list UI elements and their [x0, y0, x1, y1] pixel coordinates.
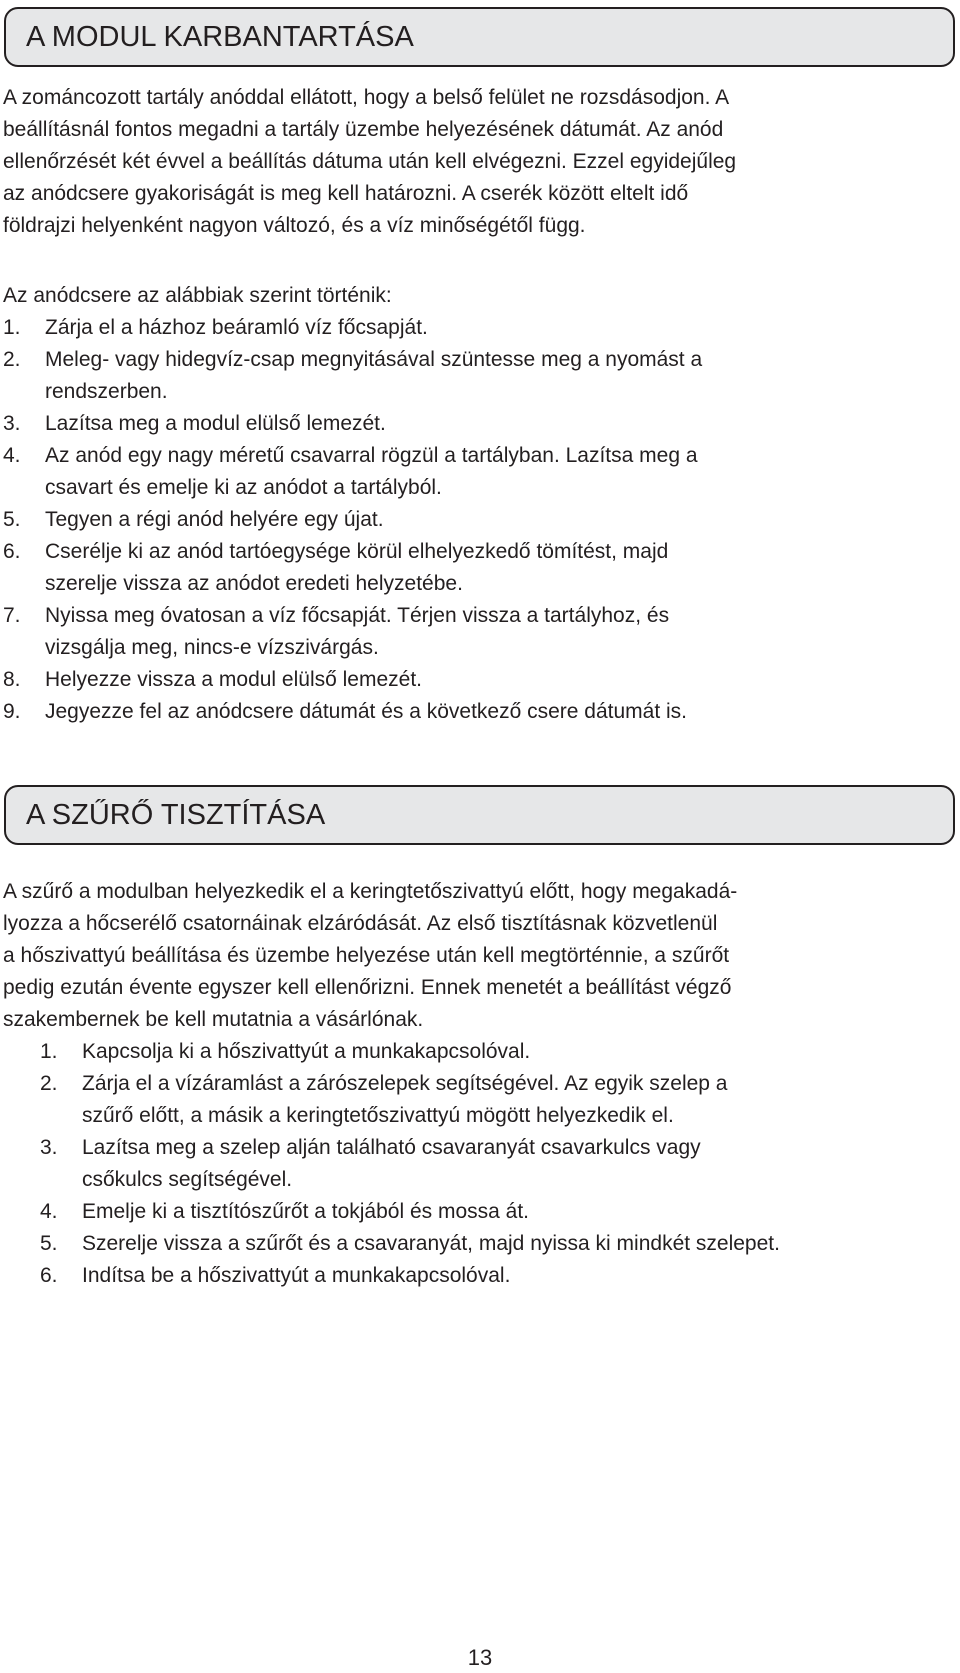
page-number: 13 — [467, 1645, 493, 1670]
step-number: 6. — [3, 540, 21, 563]
step-number: 1. — [40, 1040, 58, 1063]
step-number: 2. — [40, 1072, 58, 1095]
step-text — [45, 344, 702, 408]
step-text — [45, 536, 702, 600]
list-item — [3, 312, 702, 344]
step-number: 2. — [3, 348, 21, 371]
step-text — [45, 312, 702, 344]
step-line: Meleg- vagy hidegvíz-csap megnyitásával szüntesse meg a nyomást a — [45, 348, 703, 371]
step-number: 6. — [40, 1264, 58, 1287]
list-item — [3, 536, 702, 600]
list-item — [40, 1068, 780, 1132]
section-title: A SZŰRŐ TISZTÍTÁSA — [26, 799, 326, 831]
step-text — [82, 1260, 780, 1292]
paragraph-line: A zománcozott tartály anóddal ellátott, hogy a belső felület ne rozsdásodjon. A — [3, 86, 730, 109]
step-line: Tegyen a régi anód helyére egy újat. — [45, 508, 384, 531]
step-text — [45, 600, 702, 664]
step-line: Nyissa meg óvatosan a víz főcsapját. Térjen vissza a tartályhoz, és — [45, 604, 670, 627]
list-item — [3, 440, 702, 504]
step-text — [45, 504, 702, 536]
step-number: 4. — [3, 444, 21, 467]
step-line: csavart és emelje ki az anódot a tartályból. — [45, 476, 442, 499]
list-item — [40, 1228, 780, 1260]
step-number: 5. — [3, 508, 21, 531]
step-number: 8. — [3, 668, 21, 691]
paragraph-line: ellenőrzését két évvel a beállítás dátuma után kell elvégezni. Ezzel egyidejűleg — [3, 150, 737, 173]
step-line: Kapcsolja ki a hőszivattyút a munkakapcsolóval. — [82, 1040, 531, 1063]
section-header-filter-cleaning — [4, 785, 955, 845]
section-paragraph-filter — [3, 876, 948, 1036]
step-line: szűrő előtt, a másik a keringtetőszivattyú mögött helyezkedik el. — [82, 1104, 674, 1127]
step-number: 9. — [3, 700, 21, 723]
step-line: rendszerben. — [45, 380, 168, 403]
list-item — [3, 664, 702, 696]
paragraph-line: szakembernek be kell mutatnia a vásárlónak. — [3, 1008, 424, 1031]
filter-cleaning-steps — [40, 1036, 780, 1292]
step-line: Jegyezze fel az anódcsere dátumát és a következő csere dátumát is. — [45, 700, 688, 723]
paragraph-line: A szűrő a modulban helyezkedik el a keringtetőszivattyú előtt, hogy megakadá- — [3, 880, 738, 903]
step-line: Emelje ki a tisztítószűrőt a tokjából és mossa át. — [82, 1200, 530, 1223]
paragraph-line: lyozza a hőcserélő csatornáinak elzáródását. Az első tisztításnak közvetlenül — [3, 912, 718, 935]
step-text — [45, 664, 702, 696]
step-line: vizsgálja meg, nincs-e vízszivárgás. — [45, 636, 379, 659]
step-number: 4. — [40, 1200, 58, 1223]
step-text — [45, 696, 702, 728]
intro-text: Az anódcsere az alábbiak szerint történik: — [3, 284, 392, 307]
list-item — [40, 1260, 780, 1292]
step-line: Lazítsa meg a szelep alján található csavaranyát csavarkulcs vagy — [82, 1136, 701, 1159]
step-line: Zárja el a vízáramlást a zárószelepek segítségével. Az egyik szelep a — [82, 1072, 728, 1095]
step-text — [82, 1228, 780, 1260]
section-title: A MODUL KARBANTARTÁSA — [26, 21, 414, 53]
section-header-module-maintenance — [4, 7, 955, 67]
step-number: 1. — [3, 316, 21, 339]
step-line: Cserélje ki az anód tartóegysége körül elhelyezkedő tömítést, majd — [45, 540, 669, 563]
paragraph-line: pedig ezután évente egyszer kell ellenőrizni. Ennek menetét a beállítást végző — [3, 976, 732, 999]
step-text — [45, 440, 702, 504]
step-line: Lazítsa meg a modul elülső lemezét. — [45, 412, 386, 435]
step-line: Szerelje vissza a szűrőt és a csavaranyát, majd nyissa ki mindkét szelepet. — [82, 1232, 780, 1255]
list-item — [40, 1036, 780, 1068]
step-line: szerelje vissza az anódot eredeti helyzetébe. — [45, 572, 463, 595]
anode-replacement-steps — [3, 312, 702, 728]
step-number: 3. — [40, 1136, 58, 1159]
section-paragraph-anode — [3, 82, 948, 242]
list-item — [3, 696, 702, 728]
step-line: Indítsa be a hőszivattyút a munkakapcsolóval. — [82, 1264, 511, 1287]
paragraph-line: a hőszivattyú beállítása és üzembe helyezése után kell megtörténnie, a szűrőt — [3, 944, 730, 967]
list-item — [3, 600, 702, 664]
step-line: Az anód egy nagy méretű csavarral rögzül a tartályban. Lazítsa meg a — [45, 444, 698, 467]
paragraph-line: földrajzi helyenként nagyon változó, és a víz minőségétől függ. — [3, 214, 586, 237]
step-text — [82, 1132, 780, 1196]
step-text — [82, 1036, 780, 1068]
list-item — [3, 408, 702, 440]
step-number: 5. — [40, 1232, 58, 1255]
step-number: 7. — [3, 604, 21, 627]
paragraph-line: az anódcsere gyakoriságát is meg kell határozni. A cserék között eltelt idő — [3, 182, 689, 205]
list-item — [40, 1132, 780, 1196]
step-number: 3. — [3, 412, 21, 435]
step-line: csőkulcs segítségével. — [82, 1168, 293, 1191]
steps-intro — [3, 280, 948, 312]
step-text — [82, 1068, 780, 1132]
step-text — [82, 1196, 780, 1228]
step-text — [45, 408, 702, 440]
list-item — [40, 1196, 780, 1228]
step-line: Zárja el a házhoz beáramló víz főcsapját. — [45, 316, 428, 339]
step-line: Helyezze vissza a modul elülső lemezét. — [45, 668, 422, 691]
list-item — [3, 504, 702, 536]
list-item — [3, 344, 702, 408]
paragraph-line: beállításnál fontos megadni a tartály üzembe helyezésének dátumát. Az anód — [3, 118, 724, 141]
